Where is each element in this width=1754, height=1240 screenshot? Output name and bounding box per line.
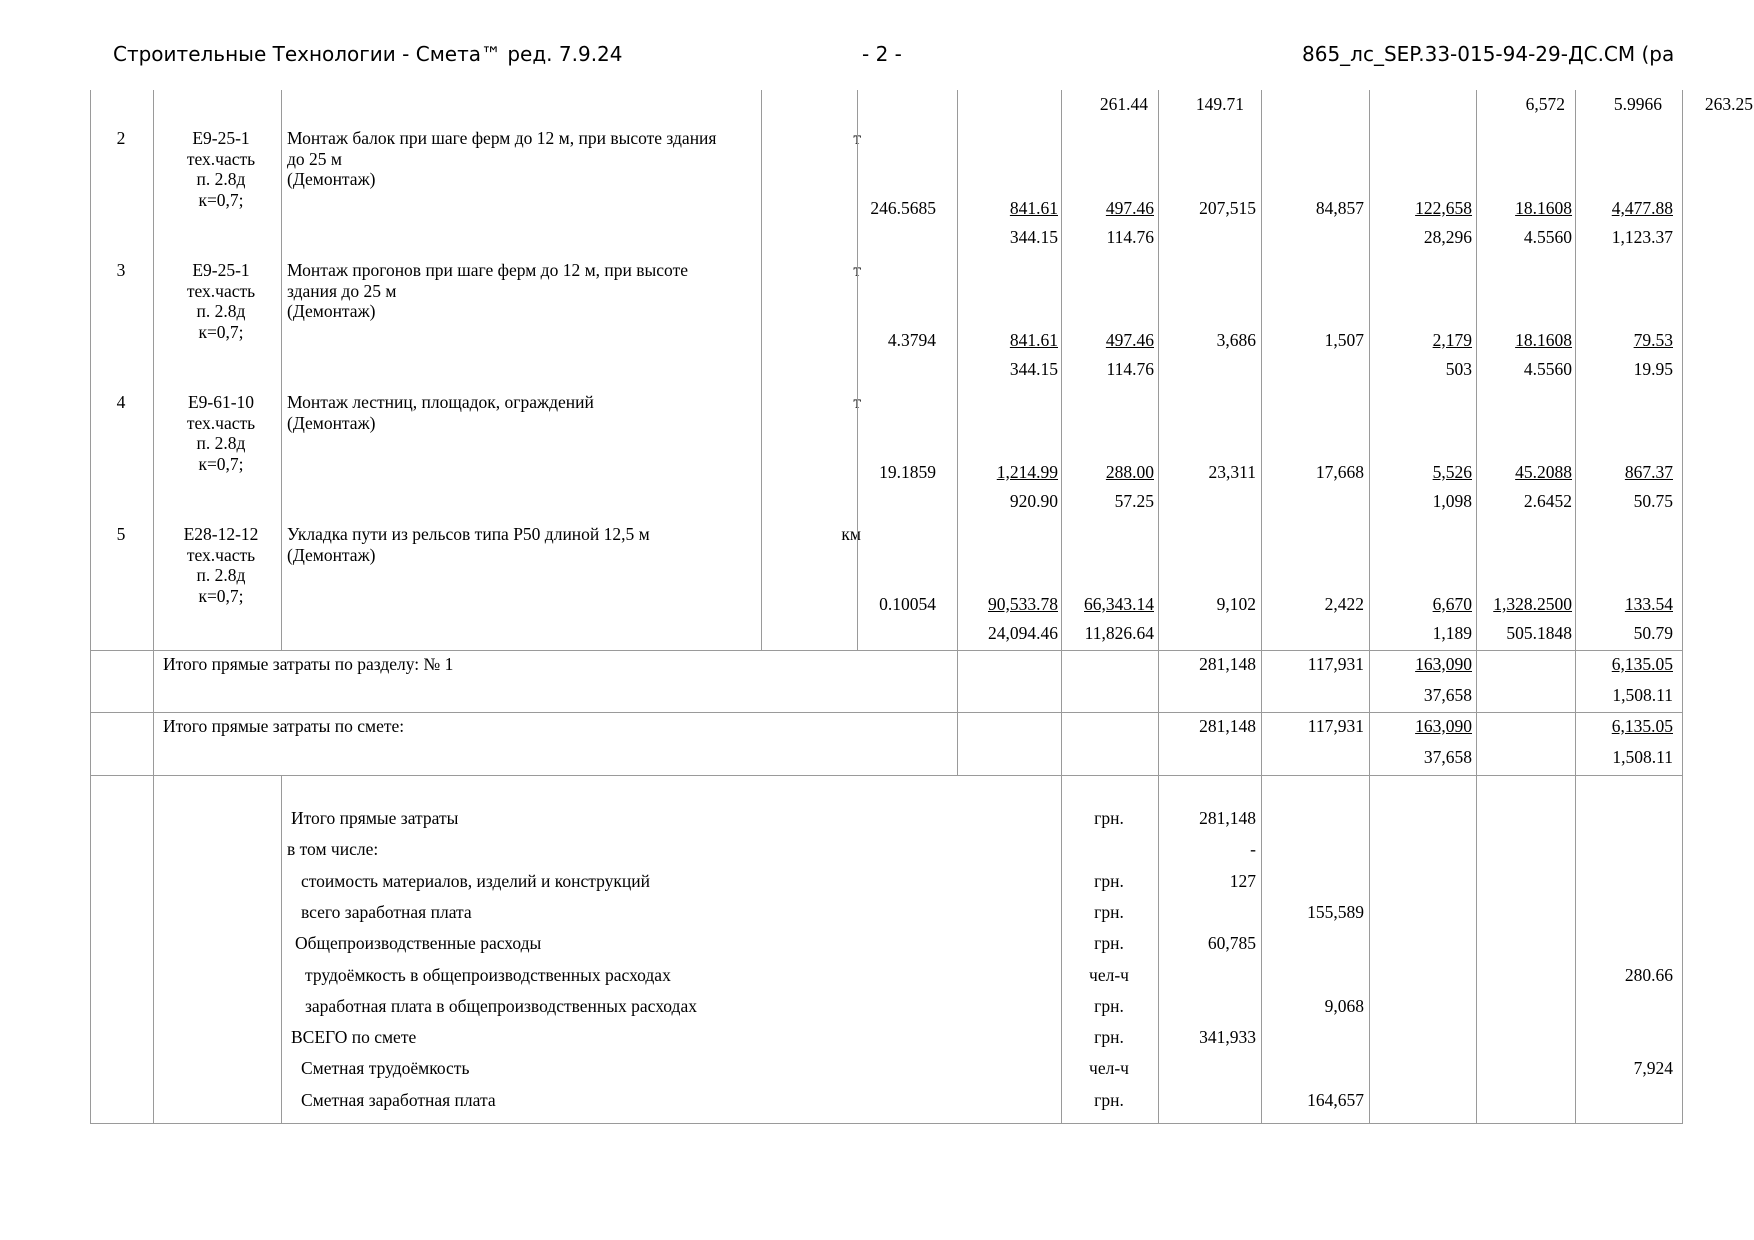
estimate-table: [90, 90, 1753, 1124]
column-divider: [1575, 90, 1576, 650]
item-cost-mach-wage: 1,098: [1432, 491, 1472, 511]
row-divider: [91, 775, 1682, 776]
summary-label: Общепроизводственные расходы: [295, 933, 542, 954]
section-total-cost-wage: 117,931: [1307, 654, 1364, 674]
item-labor-unit-mach: 2.6452: [1523, 491, 1572, 511]
item-cost-wage: 2,422: [1324, 594, 1364, 614]
section-total-labor-total: 6,135.05: [1611, 654, 1673, 674]
summary-wage: 155,589: [1307, 901, 1364, 922]
summary-label: трудоёмкость в общепроизводственных расходах: [305, 964, 671, 985]
item-name-line: до 25 м: [287, 148, 342, 169]
row-number: 3: [116, 260, 126, 280]
item-labor-unit-mach: 505.1848: [1506, 623, 1572, 643]
item-name-line: Укладка пути из рельсов типа Р50 длиной 12,5 м: [287, 524, 650, 544]
item-price-wage: 497.46: [1105, 330, 1154, 350]
section-total-cost-mach-wage: 37,658: [1423, 685, 1472, 705]
item-code-line: п. 2.8д: [196, 433, 246, 453]
item-code-line: тех.часть: [186, 148, 256, 169]
item-labor-total: 79.53: [1633, 330, 1673, 350]
item-name-line: (Демонтаж): [287, 169, 376, 189]
item-labor-unit-mach: 4.5560: [1523, 359, 1572, 379]
summary-unit: грн.: [1094, 870, 1124, 891]
item-code-line: Е9-25-1: [192, 260, 250, 280]
item-labor-total: 4,477.88: [1611, 198, 1673, 218]
header-program-name: Строительные Технологии - Смета™ ред. 7.9.24: [113, 42, 623, 66]
row-divider: [91, 650, 1682, 651]
item-labor-unit: 18.1608: [1515, 330, 1572, 350]
estimate-total-cost-wage: 117,931: [1307, 716, 1364, 736]
summary-labor: 280.66: [1624, 964, 1673, 985]
item-labor-total-mach: 1,123.37: [1611, 227, 1673, 247]
estimate-total-cost-mach: 163,090: [1415, 716, 1472, 736]
item-labor-unit: 18.1608: [1515, 198, 1572, 218]
item-price-mach: 344.15: [1009, 227, 1058, 247]
item-code-line: тех.часть: [186, 544, 256, 565]
item-cost-mach-wage: 28,296: [1423, 227, 1472, 247]
summary-unit: чел-ч: [1089, 1058, 1129, 1079]
item-price-wage: 497.46: [1105, 198, 1154, 218]
column-divider: [1476, 775, 1477, 1123]
item-labor-unit-mach: 4.5560: [1523, 227, 1572, 247]
section-total-labor-total-mach: 1,508.11: [1612, 685, 1673, 705]
item-price-total: 1,214.99: [996, 462, 1058, 482]
item-code-line: тех.часть: [186, 412, 256, 433]
summary-unit: чел-ч: [1089, 964, 1129, 985]
item-price-mach-wage: 57.25: [1114, 491, 1154, 511]
carryover-labor-unit: 5.9966: [1613, 94, 1662, 114]
item-price-wage: 288.00: [1105, 462, 1154, 482]
summary-amount: -: [1250, 839, 1256, 860]
estimate-total-label: Итого прямые затраты по смете:: [163, 716, 405, 736]
item-labor-total: 133.54: [1624, 594, 1673, 614]
item-cost-mach: 2,179: [1432, 330, 1472, 350]
item-code-line: Е9-61-10: [187, 392, 255, 412]
column-divider: [1575, 775, 1576, 1123]
column-divider: [1061, 90, 1062, 650]
column-divider: [1061, 775, 1062, 1123]
item-cost-mach: 5,526: [1432, 462, 1472, 482]
section-total-cost-total: 281,148: [1199, 654, 1256, 674]
item-cost-total: 207,515: [1199, 198, 1256, 218]
item-name-line: (Демонтаж): [287, 301, 376, 321]
estimate-total-cost-mach-wage: 37,658: [1423, 747, 1472, 767]
column-divider: [281, 775, 282, 1123]
item-unit: т: [853, 260, 861, 280]
item-qty: 0.10054: [879, 594, 936, 614]
item-code-line: к=0,7;: [198, 321, 244, 342]
summary-wage: 164,657: [1307, 1089, 1364, 1110]
item-price-mach: 344.15: [1009, 359, 1058, 379]
column-divider: [857, 90, 858, 650]
item-qty: 4.3794: [887, 330, 936, 350]
item-name-line: здания до 25 м: [287, 280, 397, 301]
summary-label: заработная плата в общепроизводственных расходах: [305, 995, 697, 1016]
item-labor-unit: 1,328.2500: [1493, 594, 1572, 614]
summary-unit: грн.: [1094, 1027, 1124, 1048]
row-divider: [91, 712, 1682, 713]
row-number: 5: [116, 524, 126, 544]
section-total-label: Итого прямые затраты по разделу: № 1: [163, 654, 454, 674]
column-divider: [1476, 90, 1477, 650]
item-name-line: Монтаж балок при шаге ферм до 12 м, при высоте здания: [287, 128, 717, 148]
item-price-mach-wage: 114.76: [1106, 227, 1154, 247]
item-labor-total-mach: 50.79: [1633, 623, 1673, 643]
item-cost-mach: 6,670: [1432, 594, 1472, 614]
item-code-line: Е9-25-1: [192, 128, 250, 148]
column-divider: [761, 90, 762, 650]
summary-unit: грн.: [1094, 933, 1124, 954]
summary-label: Сметная трудоёмкость: [301, 1058, 470, 1079]
item-qty: 19.1859: [879, 462, 936, 482]
item-name-line: Монтаж лестниц, площадок, ограждений: [287, 392, 594, 412]
column-divider: [1369, 90, 1370, 650]
item-cost-wage: 84,857: [1315, 198, 1364, 218]
column-divider: [1158, 775, 1159, 1123]
item-code-line: к=0,7;: [198, 189, 244, 210]
estimate-total-labor-total-mach: 1,508.11: [1612, 747, 1673, 767]
summary-wage: 9,068: [1324, 995, 1364, 1016]
item-code-line: Е28-12-12: [183, 524, 259, 544]
summary-amount: 341,933: [1199, 1027, 1256, 1048]
item-code-line: п. 2.8д: [196, 169, 246, 189]
item-name-line: (Демонтаж): [287, 412, 376, 433]
item-name-line: (Демонтаж): [287, 544, 376, 565]
item-name-line: Монтаж прогонов при шаге ферм до 12 м, при высоте: [287, 260, 688, 280]
section-total-cost-mach: 163,090: [1415, 654, 1472, 674]
column-divider: [1261, 90, 1262, 650]
carryover-price-total: 261.44: [1099, 94, 1148, 114]
header-page-number: - 2 -: [862, 42, 902, 66]
header-file-name: 865_лс_SEP.33-015-94-29-ДС.СМ (ра: [1302, 42, 1675, 66]
summary-unit: грн.: [1094, 901, 1124, 922]
item-labor-total-mach: 50.75: [1633, 491, 1673, 511]
carryover-labor-qty: 6,572: [1525, 94, 1565, 114]
item-cost-total: 3,686: [1216, 330, 1256, 350]
item-code-line: тех.часть: [186, 280, 256, 301]
item-code-line: к=0,7;: [198, 585, 244, 606]
column-divider: [1158, 90, 1159, 650]
carryover-price-wage: 149.71: [1195, 94, 1244, 114]
item-labor-total: 867.37: [1624, 462, 1673, 482]
summary-label: Сметная заработная плата: [301, 1089, 496, 1110]
column-divider: [153, 90, 154, 650]
summary-unit: грн.: [1094, 1089, 1124, 1110]
column-divider: [153, 775, 154, 1123]
item-cost-mach-wage: 1,189: [1432, 623, 1472, 643]
row-number: 4: [116, 392, 126, 412]
column-divider: [1369, 775, 1370, 1123]
column-divider: [1261, 775, 1262, 1123]
item-unit: т: [853, 392, 861, 412]
summary-amount: 127: [1229, 870, 1256, 891]
summary-labor: 7,924: [1633, 1058, 1673, 1079]
item-labor-total-mach: 19.95: [1633, 359, 1673, 379]
item-cost-mach-wage: 503: [1445, 359, 1472, 379]
item-code-line: п. 2.8д: [196, 565, 246, 585]
row-number: 2: [116, 128, 126, 148]
item-qty: 246.5685: [870, 198, 936, 218]
summary-unit: грн.: [1094, 808, 1124, 828]
column-divider: [957, 90, 958, 650]
estimate-total-cost-total: 281,148: [1199, 716, 1256, 736]
summary-amount: 281,148: [1199, 808, 1256, 828]
item-price-wage: 66,343.14: [1084, 594, 1154, 614]
item-cost-total: 9,102: [1216, 594, 1256, 614]
carryover-labor-total: 263.25: [1704, 94, 1753, 114]
item-cost-total: 23,311: [1208, 462, 1256, 482]
summary-label: Итого прямые затраты: [291, 808, 459, 828]
summary-label: всего заработная плата: [301, 901, 472, 922]
item-unit: км: [841, 524, 861, 544]
item-price-mach-wage: 114.76: [1106, 359, 1154, 379]
item-cost-wage: 1,507: [1324, 330, 1364, 350]
item-unit: т: [853, 128, 861, 148]
summary-label: в том числе:: [287, 839, 379, 860]
estimate-total-labor-total: 6,135.05: [1611, 716, 1673, 736]
summary-amount: 60,785: [1207, 933, 1256, 954]
summary-label: ВСЕГО по смете: [291, 1027, 417, 1048]
item-price-total: 841.61: [1009, 198, 1058, 218]
item-cost-mach: 122,658: [1415, 198, 1472, 218]
item-labor-unit: 45.2088: [1515, 462, 1572, 482]
item-price-total: 841.61: [1009, 330, 1058, 350]
item-code-line: п. 2.8д: [196, 301, 246, 321]
summary-unit: грн.: [1094, 995, 1124, 1016]
item-price-total: 90,533.78: [988, 594, 1058, 614]
summary-label: стоимость материалов, изделий и конструкций: [301, 870, 650, 891]
item-cost-wage: 17,668: [1315, 462, 1364, 482]
item-price-mach-wage: 11,826.64: [1084, 623, 1154, 643]
item-price-mach: 24,094.46: [988, 623, 1058, 643]
column-divider: [281, 90, 282, 650]
item-price-mach: 920.90: [1009, 491, 1058, 511]
item-code-line: к=0,7;: [198, 453, 244, 474]
